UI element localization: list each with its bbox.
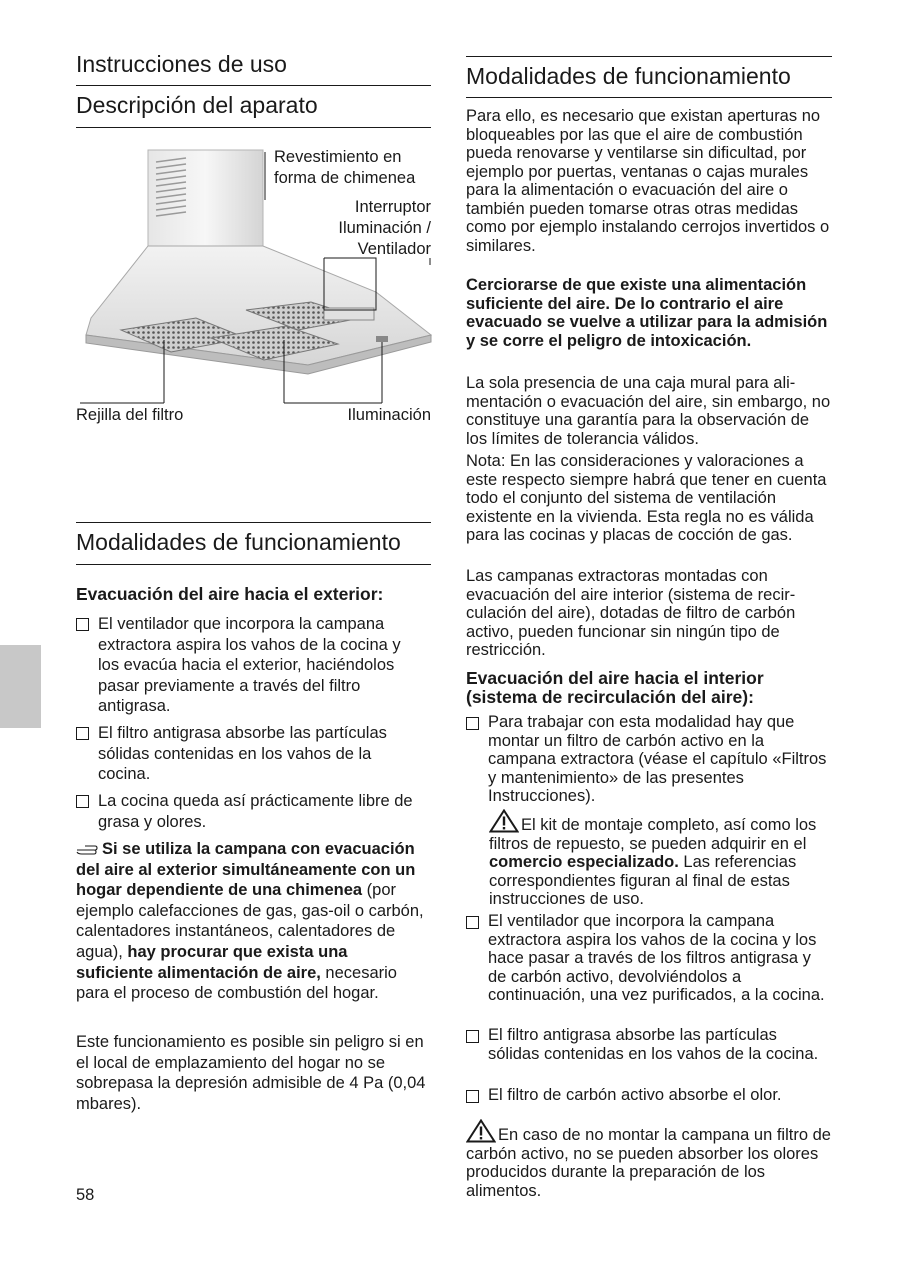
list-item: El filtro de carbón activo absorbe el olor. (466, 1086, 832, 1105)
checkbox-bullet-icon (466, 1090, 479, 1103)
paragraph: Las campanas extractoras montadas con evacuación del aire interior (sistema de recirculación del aire), dotadas de filtro de carbón activo, pueden funcionar sin ningún tipo de restricción. (466, 567, 796, 659)
list-item: La cocina queda así prácticamente libre de grasa y olores. (76, 791, 426, 832)
warning-no-carbon-filter: En caso de no montar la campana un filtro de carbón activo, no se pueden absorber los olores producidos durante la preparación de los alimentos. (466, 1119, 832, 1200)
note-chimney-warning: Si se utiliza la campana con evacuación del aire al exterior simultáneamente con un hogar dependiente de una chimenea (por ejemplo calefacciones de gas, gas-oil o carbón, calentadores instantáneos, calentadores de agua), hay procurar que exista una suficiente alimentación de aire, necesario para el proceso de combustión del hogar. (76, 840, 424, 1003)
label-switch: Interruptor Iluminación / Ventilador (338, 198, 431, 258)
checkbox-bullet-icon (466, 916, 479, 929)
pointing-hand-icon (76, 844, 98, 856)
paragraph: Nota: En las consideraciones y valoraciones a este respecto siempre habrá que tener en cuenta todo el conjunto del sistema de ventilación existente en la vivienda. Esta regla no es válida para las cocinas y placas de cocción de gas. (466, 452, 827, 544)
subtitle-recirculation: Evacuación del aire hacia el interior (sistema de recirculación del aire): (466, 668, 764, 707)
divider (76, 85, 431, 86)
checkbox-bullet-icon (76, 727, 89, 740)
light-fixture (376, 336, 388, 342)
checkbox-bullet-icon (76, 618, 89, 631)
section-title-operating-modes: Modalidades de funcionamiento (76, 529, 401, 555)
divider (76, 522, 431, 523)
section-title-description: Descripción del aparato (76, 92, 318, 118)
warning-paragraph: Cerciorarse de que existe una alimentación suficiente del aire. De lo contrario el aire evacuado se vuelve a utilizar para la admisión y se corre el peligro de intoxicación. (466, 276, 828, 350)
divider (466, 97, 832, 98)
page-number: 58 (76, 1186, 95, 1204)
label-filter-grid: Rejilla del filtro (76, 406, 184, 424)
section-title-instructions: Instrucciones de uso (76, 51, 287, 77)
warning-kit-info: El kit de montaje completo, así como los filtros de repuesto, se pueden adquirir en el comercio especializado. Las referencias correspondientes figuran al final de estas instrucciones de uso. (489, 809, 832, 909)
paragraph: Para ello, es necesario que existan aperturas no bloqueables por las que el aire de combustión pueda renovarse y ventilarse sin dificultad, por ejemplo por puertas, ventanas o cajas murales para la alimentación o evacuación del aire o también pueden tomarse otras otras medidas como por ejemplo instalando cerrojos invertidos o similares. (466, 107, 830, 255)
label-lighting: Iluminación (347, 406, 431, 424)
checkbox-bullet-icon (466, 717, 479, 730)
label-chimney-cover: Revestimiento en forma de chimenea (274, 148, 416, 187)
divider (76, 564, 431, 565)
subtitle-exhaust-outside: Evacuación del aire hacia el exterior: (76, 584, 384, 604)
checkbox-bullet-icon (76, 795, 89, 808)
section-title-operating-modes-cont: Modalidades de funcionamiento (466, 63, 791, 89)
list-item: Para trabajar con esta modalidad hay que montar un filtro de carbón activo en la campana extractora (véase el capítulo «Filtros y mantenimiento» de las presentes Instrucciones). (466, 713, 832, 806)
paragraph: Este funcionamiento es posible sin peligro si en el local de emplazamiento del hogar no se sobrepasa la depresión admisible de 4 Pa (0,04 mbares). (76, 1033, 426, 1113)
warning-triangle-icon (466, 1119, 496, 1143)
divider (466, 56, 832, 57)
checkbox-bullet-icon (466, 1030, 479, 1043)
chimney-cover (148, 150, 263, 246)
divider (76, 127, 431, 128)
section-tab-marker (0, 645, 41, 728)
paragraph: La sola presencia de una caja mural para alimentación o evacuación del aire, sin embargo, no constituye una garantía para la observación de los límites de tolerancia válidos. (466, 374, 831, 448)
list-item: El ventilador que incorpora la campana extractora aspira los vahos de la cocina y los evacúa hacia el exterior, haciéndolos pasar previamente a través del filtro antigrasa. (76, 614, 426, 717)
warning-triangle-icon (489, 809, 519, 833)
list-item: El filtro antigrasa absorbe las partículas sólidas contenidas en los vahos de la cocina. (466, 1026, 832, 1063)
list-item: El filtro antigrasa absorbe las partículas sólidas contenidas en los vahos de la cocina. (76, 723, 426, 785)
list-item: El ventilador que incorpora la campana extractora aspira los vahos de la cocina y los hace pasar a través de los filtros antigrasa y de carbón activo, devolviéndolos a continuación, una vez purificados, a la cocina. (466, 912, 832, 1005)
